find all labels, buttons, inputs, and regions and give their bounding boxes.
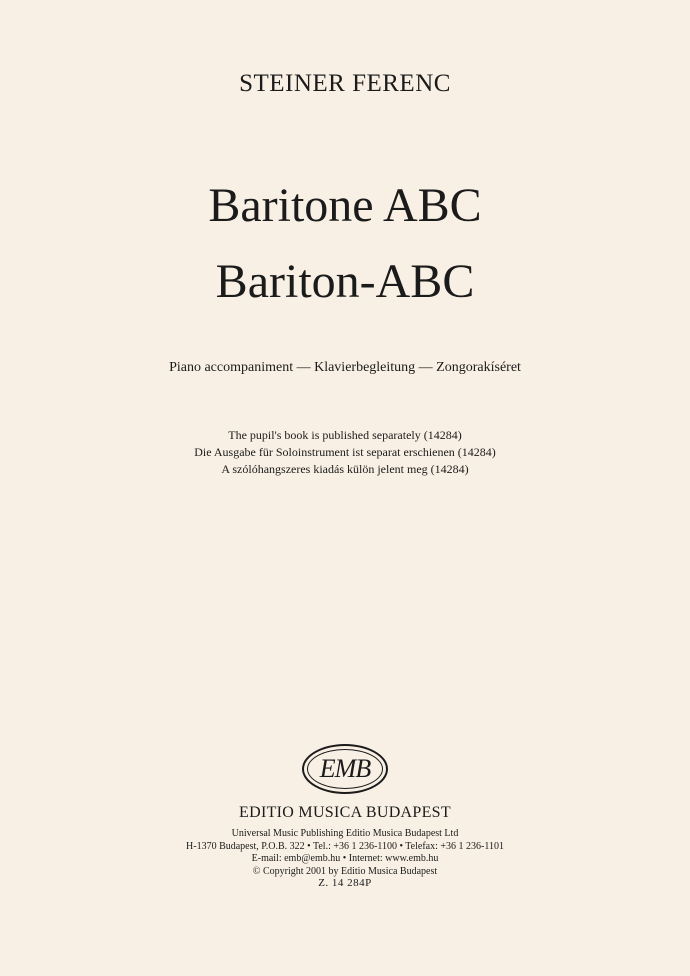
catalog-number: Z. 14 284P <box>318 877 372 889</box>
address-line: © Copyright 2001 by Editio Musica Budapest <box>252 865 438 877</box>
title-english: Baritone ABC <box>208 179 482 232</box>
subtitle: Piano accompaniment — Klavierbegleitung — Zongorakíséret <box>169 360 521 375</box>
composer-name: STEINER FERENC <box>239 70 451 97</box>
address-line: H-1370 Budapest, P.O.B. 322 • Tel.: +36 1 236-1100 • Telefax: +36 1 236-1101 <box>186 840 504 852</box>
address-line: Universal Music Publishing Editio Musica Budapest Ltd <box>231 828 459 839</box>
edition-note: The pupil's book is published separately (14284) <box>228 428 462 442</box>
edition-note: Die Ausgabe für Soloinstrument ist separat erschienen (14284) <box>194 445 496 459</box>
publisher-name: EDITIO MUSICA BUDAPEST <box>239 804 451 821</box>
title-german: Bariton-ABC <box>215 255 475 308</box>
publisher-address <box>0 828 690 878</box>
edition-notes <box>0 427 690 478</box>
publisher-logo <box>0 744 690 796</box>
edition-note: A szólóhangszeres kiadás külön jelent meg (14284) <box>221 462 469 476</box>
address-line: E-mail: emb@emb.hu • Internet: www.emb.hu <box>251 853 439 864</box>
emb-logo: EMB <box>302 744 388 794</box>
